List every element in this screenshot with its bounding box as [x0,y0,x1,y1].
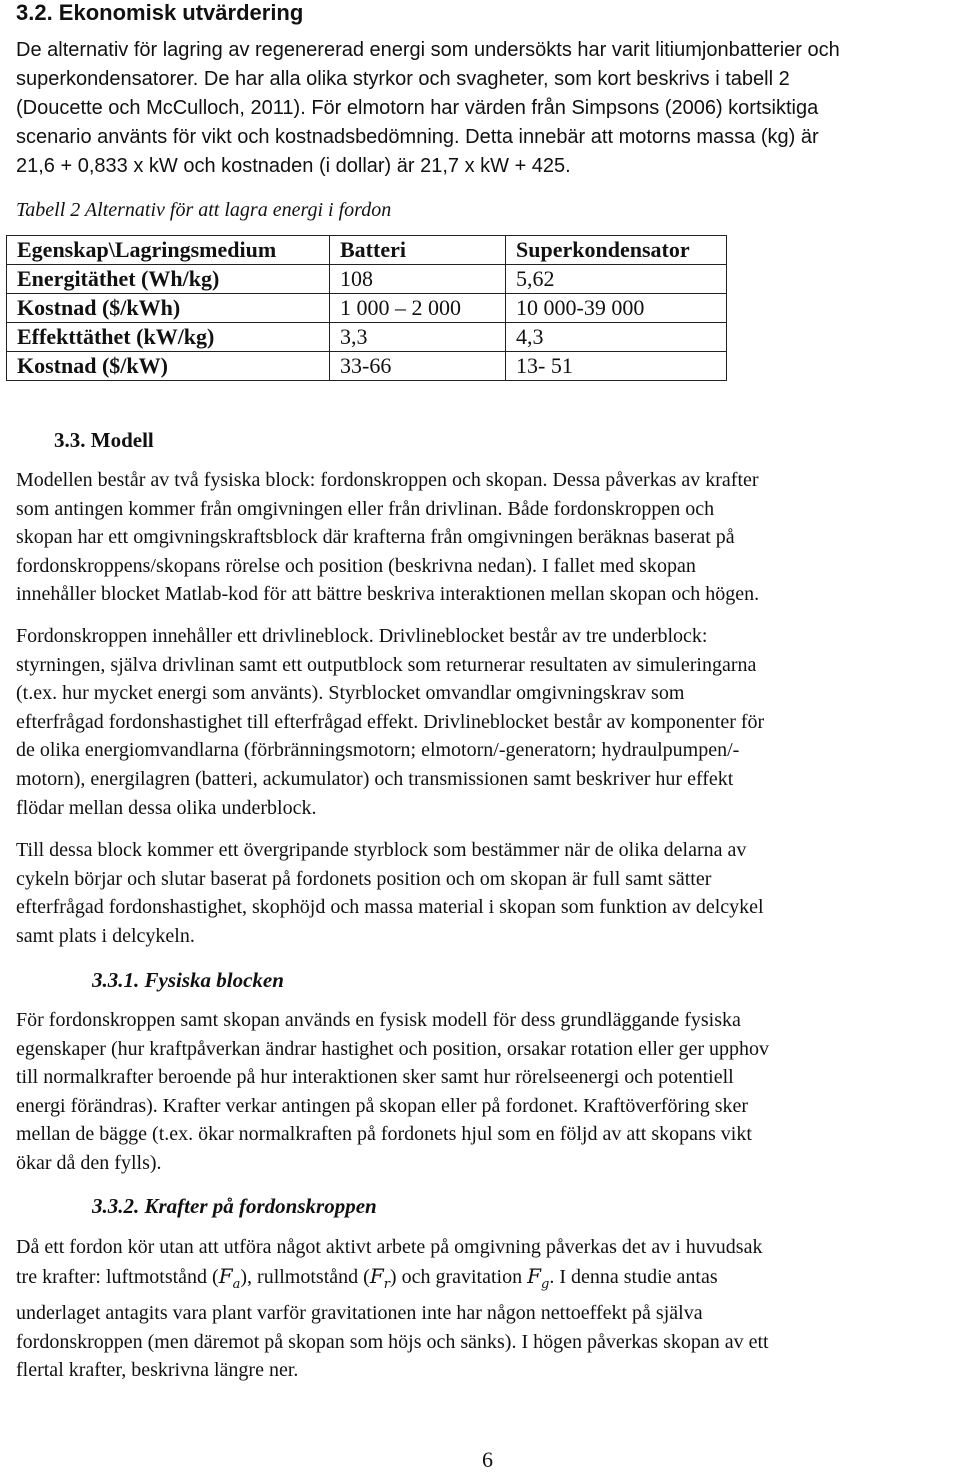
text-line: efterfrågad fordonshastighet, skophöjd och massa material i skopan som funktion av delcykel [16,896,764,919]
table-row [7,323,727,352]
table-cell: 3,3 [330,323,506,352]
math-subscript: r [383,1276,390,1292]
text-line: som antingen kommer från omgivningen eller från drivlinan. Både fordonskroppen och [16,497,715,520]
text-line: (Doucette och McCulloch, 2011). För elmotorn har värden från Simpsons (2006) kortsiktiga [16,97,819,119]
page-number: 6 [482,1447,493,1472]
text-line: till normalkrafter beroende på hur interaktionen sker samt hur rörelseenergi och potentiell [16,1066,734,1089]
paragraph-model [16,466,956,609]
text-line: superkondensatorer. De har alla olika styrkor och svagheter, som kort beskrivs i tabell 2 [16,68,790,90]
table-cell: 10 000-39 000 [506,294,727,323]
text-line-with-math [16,1262,956,1300]
text-line: motorn), energilagren (batteri, ackumulator) och transmissionen samt beskriver hur effekt [16,767,734,790]
math-force-air [218,1263,241,1292]
text-line: (t.ex. hur mycket energi som använts). Styrblocket omvandlar omgivningskrav som [16,682,685,705]
row-label-cell: Effekttäthet (kW/kg) [7,323,330,352]
text-line: cykeln börjar och slutar baserat på fordonets position och om skopan är full samt sätter [16,867,712,890]
math-subscript: g [541,1276,550,1292]
table-caption: Tabell 2 Alternativ för att lagra energi i fordon [16,199,392,221]
storage-table [6,235,727,381]
text-line: De alternativ för lagring av regenererad energi som undersökts har varit litiumjonbatterier och [16,39,840,61]
math-force-rolling [369,1263,390,1292]
math-symbol: F [369,1263,384,1288]
text-line: ökar då den fylls). [16,1151,162,1174]
subsection-heading-physical: 3.3.1. Fysiska blocken [92,968,284,992]
text-line: efterfrågad fordonshastighet till efterfrågad effekt. Drivlineblocket består av komponenter för [16,710,765,733]
table-row [7,265,727,294]
section-heading: 3.2. Ekonomisk utvärdering [16,0,304,25]
table-cell: 13- 51 [506,352,727,381]
text-line: Då ett fordon kör utan att utföra något aktivt arbete på omgivning påverkas det av i huvudsak [16,1236,763,1258]
header-cell: Egenskap\Lagringsmedium [7,236,330,265]
section-heading-model: 3.3. Modell [54,428,154,452]
text-run: tre krafter: luftmotstånd ( [16,1265,219,1288]
table-cell: 33-66 [330,352,506,381]
row-label-cell: Energitäthet (Wh/kg) [7,265,330,294]
table-header-row [7,236,727,265]
math-subscript: a [232,1276,241,1292]
table-cell: 4,3 [506,323,727,352]
header-cell: Batteri [330,236,506,265]
text-line: flertal krafter, beskrivna längre ner. [16,1359,299,1382]
paragraph-physical-blocks [16,1006,956,1178]
text-line: fordonskroppen (men däremot på skopan som höjs och sänks). I högen påverkas skopan av ett [16,1330,769,1353]
paragraph-vehicle-body [16,622,956,822]
text-line: Fordonskroppen innehåller ett drivlineblock. Drivlineblocket består av tre underblock: [16,625,708,647]
text-line: innehåller blocket Matlab-kod för att bättre beskriva interaktionen mellan skopan och högen. [16,583,760,606]
table-cell: 1 000 – 2 000 [330,294,506,323]
text-line: styrningen, själva drivlinan samt ett outputblock som returnerar resultaten av simuleringarna [16,653,757,676]
text-line: Modellen består av två fysiska block: fordonskroppen och skopan. Dessa påverkas av krafter [16,469,759,491]
table-row [7,294,727,323]
text-line: energi förändras). Krafter verkar antingen på skopan eller på fordonet. Kraftöverföring sker [16,1094,749,1117]
text-line: skopan har ett omgivningskraftsblock där krafterna från omgivningen beräknas baserat på [16,526,735,549]
paragraph-economic-evaluation [16,36,956,181]
row-label-cell: Kostnad ($/kW) [7,352,330,381]
math-force-gravity [527,1263,550,1292]
paragraph-forces [16,1233,956,1385]
paragraph-control-block [16,836,956,950]
text-run: . I denna studie antas [549,1265,718,1288]
text-line: egenskaper (hur kraftpåverkan ändrar hastighet och position, orsakar rotation eller ger upphov [16,1037,770,1060]
text-line: flödar mellan dessa olika underblock. [16,796,317,819]
text-line: underlaget antagits vara plant varför gravitationen inte har någon nettoeffekt på själva [16,1302,703,1325]
text-run: ), rullmotstånd ( [240,1265,370,1288]
text-line: samt plats i delcykeln. [16,924,195,947]
text-line: fordonskroppens/skopans rörelse och position (beskrivna nedan). I fallet med skopan [16,554,696,577]
header-cell: Superkondensator [506,236,727,265]
text-line: mellan de bägge (t.ex. ökar normalkraften på fordonets hjul som en följd av att skopans vikt [16,1123,752,1146]
text-line: 21,6 + 0,833 x kW och kostnaden (i dollar) är 21,7 x kW + 425. [16,155,571,177]
table-row [7,352,727,381]
table-cell: 5,62 [506,265,727,294]
text-run: ) och gravitation [389,1265,528,1288]
text-line: Till dessa block kommer ett övergripande styrblock som bestämmer när de olika delarna av [16,839,747,861]
text-line: För fordonskroppen samt skopan används en fysisk modell för dess grundläggande fysiska [16,1009,741,1031]
text-line: de olika energiomvandlarna (förbränningsmotorn; elmotorn/-generatorn; hydraulpumpen/- [16,739,740,762]
text-line: scenario använts för vikt och kostnadsbedömning. Detta innebär att motorns massa (kg) är [16,126,819,148]
table-cell: 108 [330,265,506,294]
subsection-heading-forces: 3.3.2. Krafter på fordonskroppen [92,1194,377,1218]
math-symbol: F [527,1263,541,1288]
math-symbol: F [218,1263,233,1288]
row-label-cell: Kostnad ($/kWh) [7,294,330,323]
